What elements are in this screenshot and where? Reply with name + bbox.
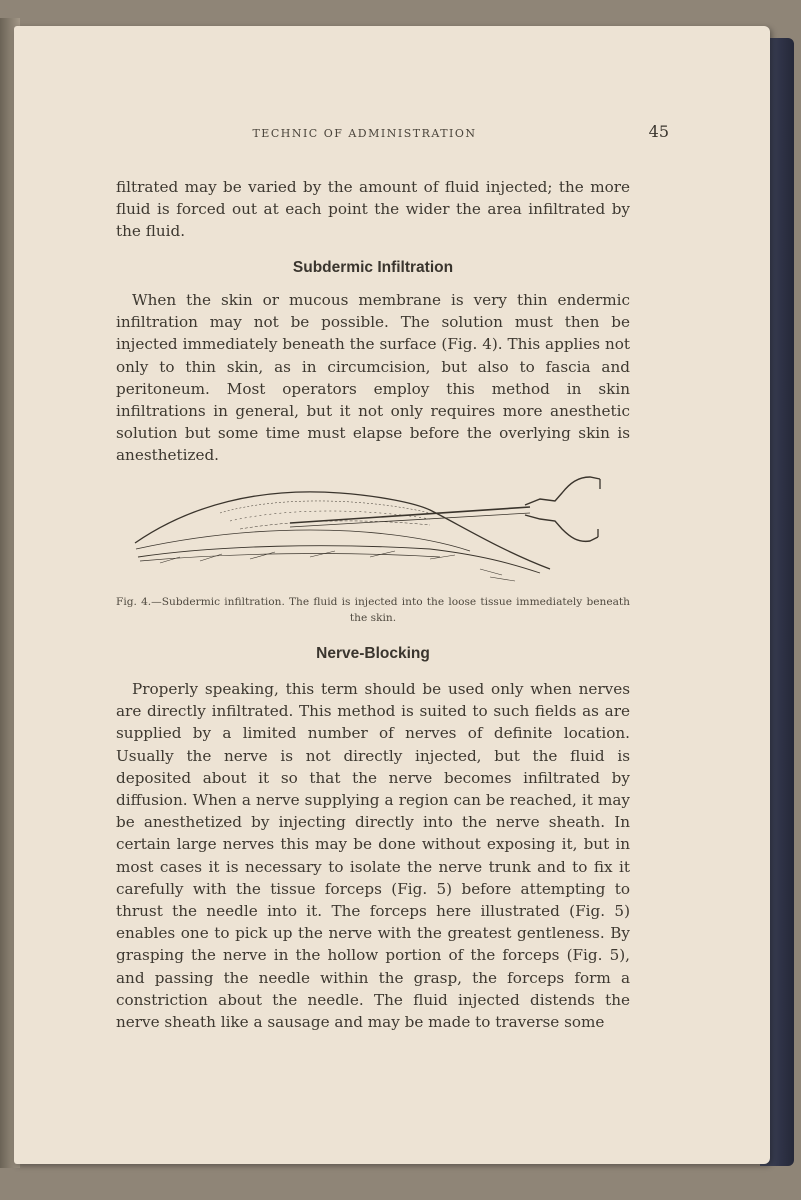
figure-caption: Fig. 4.—Subdermic infiltration. The fluid is injected into the loose tissue immediately beneath the skin. — [116, 596, 630, 624]
forceps-icon — [525, 477, 600, 505]
subdermic-paragraph-block — [116, 289, 630, 467]
section-heading-subdermic: Subdermic Infiltration — [292, 259, 454, 276]
page-number: 45 — [648, 122, 669, 141]
subdermic-paragraph: When the skin or mucous membrane is very thin endermic infiltration may not be possible. The solution must then be injected immediately beneath the surface (Fig. 4). This applies not only to thin skin, as in circumcision, but also to fascia and peritoneum. Most operators employ this method in skin infiltrations in general, but it not only requires more anesthetic solution but some time must elapse before the overlying skin is anesthetized. — [116, 291, 630, 465]
section-heading-nerve-blocking: Nerve-Blocking — [316, 645, 430, 662]
continued-text: filtrated may be varied by the amount of fluid injected; the more fluid is forced out at each point the wider the area infiltrated by the fluid. — [116, 178, 630, 241]
nerve-blocking-paragraph: Properly speaking, this term should be used only when nerves are directly infiltrated. This method is suited to such fields as are supplied by a limited number of nerves of definite location. Usually the nerve is not directly injected, but the fluid is deposited about it so that the nerve becomes infiltrated by diffusion. When a nerve supplying a region can be reached, it may be anesthetized by injecting directly into the nerve sheath. In certain large nerves this may be done without exposing it, but in most cases it is necessary to isolate the nerve trunk and to fix it carefully with the tissue forceps (Fig. 5) before attempting to thrust the needle into it. The forceps here illustrated (Fig. 5) enables one to pick up the nerve with the greatest gentleness. By grasping the nerve in the hollow portion of the forceps (Fig. 5), and passing the needle within the grasp, the forceps form a constriction about the needle. The fluid injected distends the nerve sheath like a sausage and may be made to traverse some — [116, 680, 630, 1032]
running-title: TECHNIC OF ADMINISTRATION — [252, 127, 477, 140]
nerve-blocking-paragraph-block — [116, 678, 630, 1033]
continued-paragraph — [116, 176, 630, 243]
running-head — [120, 122, 669, 146]
figure-subdermic-infiltration — [130, 465, 620, 590]
